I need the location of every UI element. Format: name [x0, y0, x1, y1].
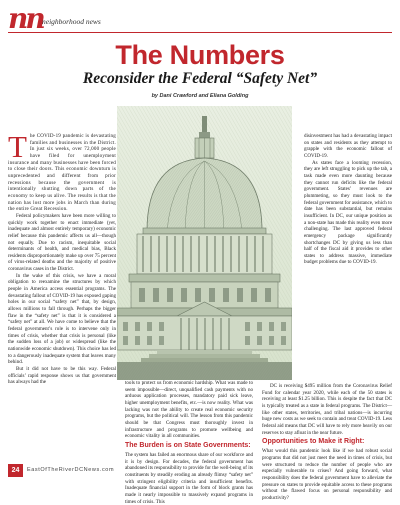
page-number: 24	[8, 464, 23, 477]
right-column-wide	[262, 383, 392, 502]
paragraph: What would this pandemic look like if we had robust social programs that did not just meet the need in times of crisis, but were structured to reduce the number of people who are especially vulnerable to crises? And going forward, what responsibility does the federal government have to alleviate the pressure on states to provide equitable access to these programs without the flawed focus on personal responsibility and productivity?	[262, 448, 392, 501]
drop-cap: T	[8, 129, 27, 164]
article-title: The Numbers	[115, 40, 285, 70]
section-label: neighborhood news	[42, 17, 101, 26]
left-column	[8, 129, 116, 386]
article-byline: by Dani Crawford and Eliana Golding	[151, 93, 249, 99]
opening-paragraph	[8, 129, 116, 213]
middle-column-top	[125, 380, 253, 440]
publication-name: EastOfTheRiverDCNews.com	[27, 467, 115, 473]
paragraph: tools to protect us from economic hardship. What was made to seem impossible—direct, unqualified cash payments with no arduous application processes, mandatory paid sick leave, higher unemployment benefits, etc.—is now reality. What was lacking was not the ability to create real economic security programs, but the political will. The lesson from this pandemic should be that Congress must thoroughly invest in infrastructure and programs to promote wellbeing and economic vitality in all communities.	[125, 380, 253, 440]
nn-logo: nn	[8, 2, 43, 35]
capitol-dome-image	[117, 106, 292, 380]
paragraph: disinvestment has had a devastating impact on states and residents as they attempt to grapple with the economic fallout of COVID-19.	[304, 133, 392, 159]
paragraph: Federal policymakers have been more willing to quickly work together to enact immediate (yet, inadequate and almost entirely temporary) economic relief because this pandemic affects us all—though not equally. Due to racism, inequitable social determinants of health, and medical bias, Black residents disproportionately make up over 75 percent of virus-related deaths and the majority of positive coronavirus cases in the District.	[8, 212, 116, 273]
article-subtitle: Reconsider the Federal “Safety Net”	[82, 70, 318, 87]
right-column-top	[304, 133, 392, 266]
page-footer	[8, 464, 392, 478]
capitol-dome-illustration	[117, 106, 292, 380]
masthead-header	[8, 2, 392, 35]
paragraph: The system has failed an enormous share of our workforce and it is by design. For decades, the federal government has abandoned its responsibility to provide for the well-being of its constituents by steadily eroding an already flimsy “safety net” with stringent eligibility criteria and insufficient benefits. Inadequate financial support in the form of block grants has made it nearly impossible to massively expand programs in times of crisis. This	[125, 452, 253, 505]
paragraph: As states face a looming recession, they are left struggling to pick up the tab, a task made even more daunting because they cannot run deficits like the federal government. States’ revenues are plummeting, so they must look to the federal government for assistance, which to date has been substantial, but remains insufficient. In DC, our unique position as a non-state has made this reality even more challenging. The last approved federal emergency package significantly shortchanges DC by giving us less than half of the fiscal aid it provides to other states to address massive, immediate budget problems due to COVID-19.	[304, 159, 393, 266]
opening-text: he COVID-19 pandemic is devastating families and businesses in the District. In just six weeks, over 72,000 people have filed for unemployment insurance and many businesses have been forced to close their doors. This economic downturn is unprecedented and different from prior recessions because the government is intentionally shutting down parts of the economy to keep us alive. The results is that the nation has lost more jobs in March than during the entire Great Recession.	[8, 133, 116, 213]
section-heading-opportunities: Opportunities to Make it Right:	[262, 438, 365, 446]
paragraph: DC is receiving $495 million from the Coronavirus Relief Fund for calendar year 2020, while each of the 50 states is receiving at least $1.25 billion. This is despite the fact that DC is typically treated as a state in federal programs. The District—like other states, territories, and tribal nations—is incurring huge new costs as we seek to contain and treat COVID-19. Less federal aid means that DC will have to rely more heavily on our reserves to stay afloat in the near future.	[262, 383, 392, 436]
paragraph: But it did not have to be this way. Federal officials’ rapid response shows us that government has always had the	[8, 365, 116, 386]
header-divider	[8, 32, 392, 33]
section-heading-state-governments: The Burden is on State Governments:	[125, 442, 251, 449]
paragraph: In the wake of this crisis, we have a moral obligation to reexamine the structures by which people in America access essential programs. The devastating fallout of COVID-19 has exposed gaping holes in our social “safety net” that, by design, allows millions to fall through. Perhaps the bigger flaw in the “safety net” is that it is considered a “safety net” at all. We have come to believe that the federal government’s role is to intervene only in times of crisis, whether that crisis is personal (like the sudden loss of a job) or widespread (like the nationwide economic shutdown). This choice has led to a dangerously inadequate system that leaves many behind.	[8, 272, 116, 366]
